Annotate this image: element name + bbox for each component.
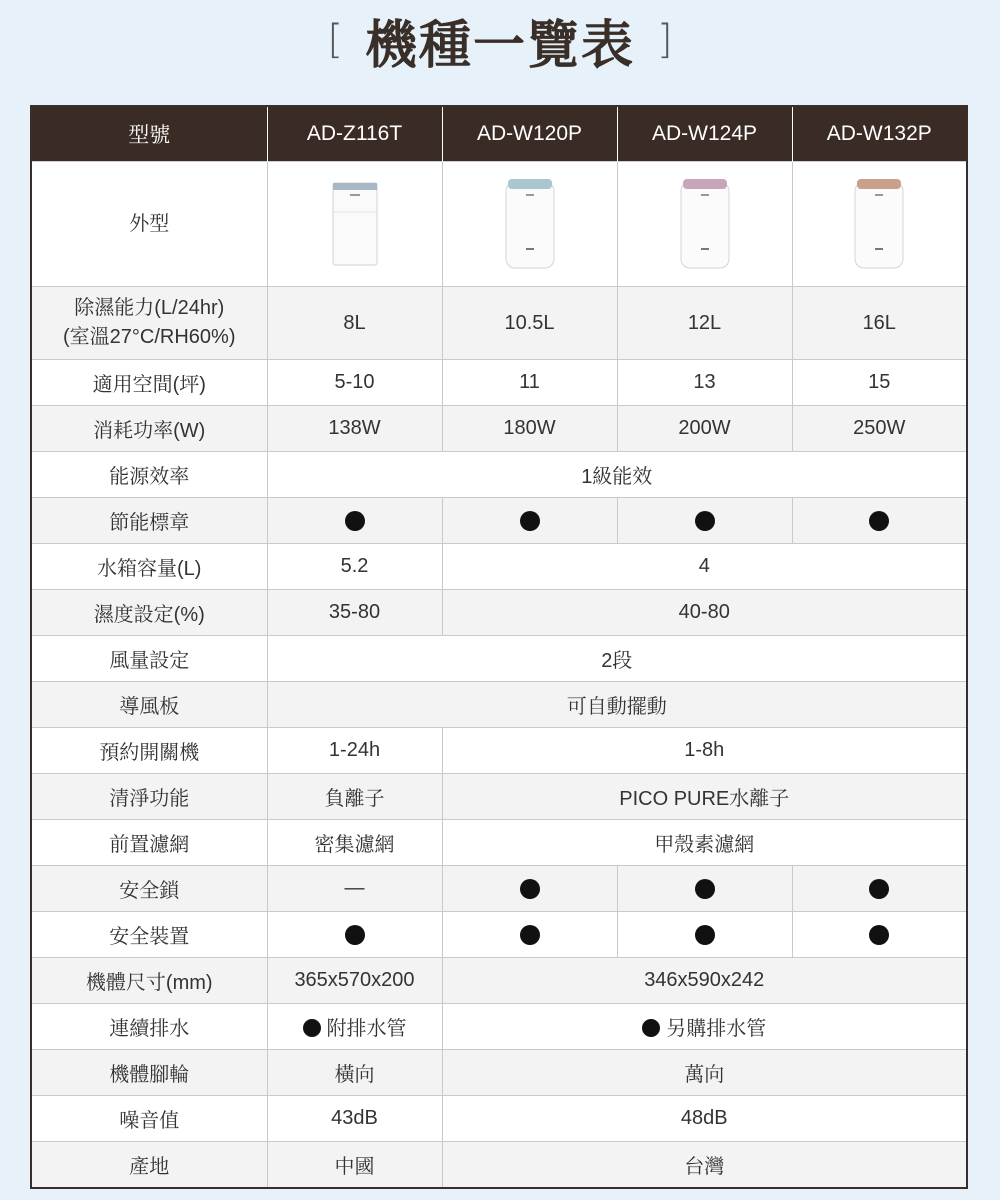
row-label: 能源效率 [31,452,267,498]
cell-value [617,866,792,912]
filled-dot-icon [695,879,715,899]
cell-value [267,498,442,544]
filled-dot-icon [345,925,365,945]
cell-value: 13 [617,360,792,406]
cell-value [267,1004,442,1050]
space-row [31,360,967,406]
cell-value [617,498,792,544]
tank-row [31,544,967,590]
row-label: 導風板 [31,682,267,728]
cell-value: 中國 [267,1142,442,1189]
dehumidifier-w120p-image [505,178,555,270]
cell-value: 4 [442,544,967,590]
filled-dot-icon [520,925,540,945]
page-title: 機種一覽表 [364,15,635,76]
product-image-cell [267,162,442,287]
header-model: AD-Z116T [267,106,442,162]
cell-value: 可自動擺動 [267,682,967,728]
dehumidifier-w132p-image [854,178,904,270]
cell-value: 1-8h [442,728,967,774]
filled-dot-icon [345,511,365,531]
cell-text: 另購排水管 [666,1018,767,1040]
row-label: 節能標章 [31,498,267,544]
row-label: 產地 [31,1142,267,1189]
product-image-cell [617,162,792,287]
cell-value: 43dB [267,1096,442,1142]
filled-dot-icon [869,511,889,531]
size-row [31,958,967,1004]
cell-value: 200W [617,406,792,452]
wheels-row [31,1050,967,1096]
cell-value: 5-10 [267,360,442,406]
cell-text: 附排水管 [326,1018,407,1040]
header-label: 型號 [31,106,267,162]
cell-value: 346x590x242 [442,958,967,1004]
cell-value: 10.5L [442,287,617,360]
cell-value [442,498,617,544]
cell-value: 1級能效 [267,452,967,498]
fan-row [31,636,967,682]
cell-value [442,1004,967,1050]
humidity-row [31,590,967,636]
row-label-line: (室溫27°C/RH60%) [63,326,236,348]
row-label [31,287,267,360]
filled-dot-icon [869,879,889,899]
cell-value [792,866,967,912]
header-model: AD-W120P [442,106,617,162]
title-bar [0,0,1000,80]
power-row [31,406,967,452]
spec-table [30,105,968,1189]
row-label: 適用空間(坪) [31,360,267,406]
cell-value [792,498,967,544]
filled-dot-icon [520,511,540,531]
cell-value: 台灣 [442,1142,967,1189]
cell-value: 40-80 [442,590,967,636]
cell-value: 萬向 [442,1050,967,1096]
left-bracket-icon: [ [327,17,343,63]
product-image-cell [792,162,967,287]
row-label: 水箱容量(L) [31,544,267,590]
cell-value: 138W [267,406,442,452]
louver-row [31,682,967,728]
row-label: 連續排水 [31,1004,267,1050]
cell-value: 16L [792,287,967,360]
cell-value: 180W [442,406,617,452]
row-label: 前置濾網 [31,820,267,866]
row-label: 濕度設定(%) [31,590,267,636]
row-label-line: 除濕能力(L/24hr) [74,297,225,319]
header-row [31,106,967,162]
cell-value: 密集濾網 [267,820,442,866]
cell-value: 1-24h [267,728,442,774]
safety-row [31,912,967,958]
filled-dot-icon [520,879,540,899]
row-label: 清淨功能 [31,774,267,820]
row-label: 機體尺寸(mm) [31,958,267,1004]
cell-value: — [267,866,442,912]
row-label: 外型 [31,162,267,287]
cell-value [617,912,792,958]
row-label: 機體腳輪 [31,1050,267,1096]
timer-row [31,728,967,774]
energy-label-row [31,498,967,544]
cell-value: 負離子 [267,774,442,820]
filled-dot-icon [869,925,889,945]
appearance-row [31,162,967,287]
noise-row [31,1096,967,1142]
cell-value: 12L [617,287,792,360]
cell-value [442,912,617,958]
filled-dot-icon [303,1019,321,1037]
cell-value [267,912,442,958]
cell-value [792,912,967,958]
filled-dot-icon [642,1019,660,1037]
cell-value: 橫向 [267,1050,442,1096]
cell-value: 250W [792,406,967,452]
drain-row [31,1004,967,1050]
cell-value: 35-80 [267,590,442,636]
row-label: 風量設定 [31,636,267,682]
row-label: 消耗功率(W) [31,406,267,452]
product-image-cell [442,162,617,287]
cell-value: 8L [267,287,442,360]
cell-value: 11 [442,360,617,406]
dehumidifier-z116t-image [332,182,378,266]
cell-value: 2段 [267,636,967,682]
capacity-row [31,287,967,360]
cell-value [442,866,617,912]
origin-row [31,1142,967,1189]
efficiency-row [31,452,967,498]
cell-value: 365x570x200 [267,958,442,1004]
cell-value: 15 [792,360,967,406]
filled-dot-icon [695,511,715,531]
purify-row [31,774,967,820]
cell-value: PICO PURE水離子 [442,774,967,820]
row-label: 預約開關機 [31,728,267,774]
lock-row [31,866,967,912]
dehumidifier-w124p-image [680,178,730,270]
row-label: 安全鎖 [31,866,267,912]
cell-value: 5.2 [267,544,442,590]
cell-value: 48dB [442,1096,967,1142]
header-model: AD-W124P [617,106,792,162]
filter-row [31,820,967,866]
filled-dot-icon [695,925,715,945]
cell-value: 甲殼素濾網 [442,820,967,866]
header-model: AD-W132P [792,106,967,162]
right-bracket-icon: ] [657,17,673,63]
row-label: 安全裝置 [31,912,267,958]
row-label: 噪音值 [31,1096,267,1142]
